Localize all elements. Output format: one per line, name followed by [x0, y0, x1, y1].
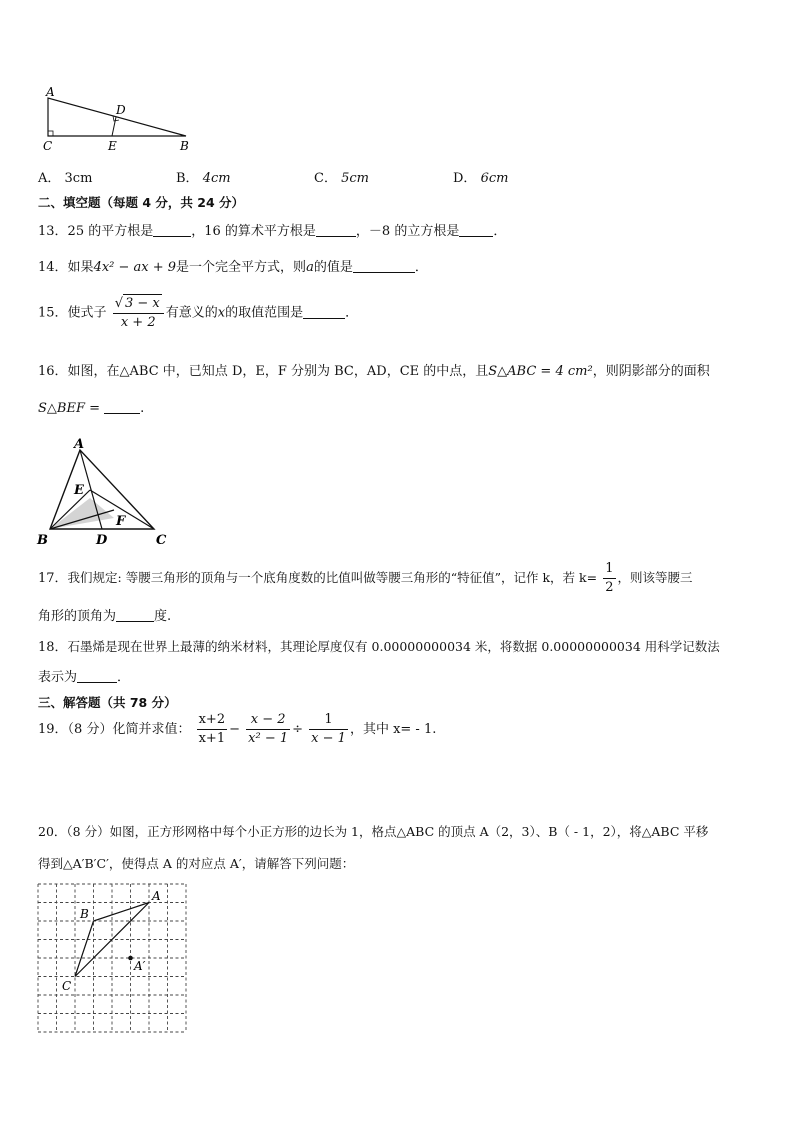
section-3-title: 三、解答题（共 78 分） [38, 695, 177, 710]
option-letter: B． [176, 171, 199, 186]
q15-number: 15． [38, 305, 68, 321]
q12-option-d [453, 167, 508, 186]
option-letter: A． [38, 171, 61, 186]
q17-number: 17． [38, 571, 68, 586]
option-letter: C． [314, 171, 337, 186]
q12-option-b [176, 167, 231, 186]
fig12-label-d: D [116, 103, 126, 117]
q17-blank[interactable] [116, 608, 154, 622]
q19-f2-numerator: x − 2 [246, 711, 290, 730]
q12-option-c [314, 167, 369, 186]
q13-blank-3[interactable] [459, 223, 493, 237]
q13-blank-2[interactable] [316, 223, 356, 237]
q16-given-area: S△ABC = 4 cm² [488, 364, 593, 379]
q12-option-a [38, 167, 92, 186]
q15-text: 有意义的 [165, 305, 218, 321]
q14-prefix: 如果 [67, 260, 94, 275]
figure-q12-triangle [40, 86, 200, 156]
figure-q16-triangle [34, 438, 174, 548]
q14-variable: a [306, 260, 314, 275]
q17-line2: 角形的顶角为 [38, 609, 117, 624]
fig12-label-e: E [108, 139, 117, 153]
q18-blank[interactable] [77, 669, 117, 683]
question-15 [38, 294, 358, 332]
q17-frac-numerator: 1 [603, 560, 615, 579]
q19-fraction-3 [309, 711, 348, 748]
fig12-label-a: A [46, 86, 55, 99]
q14-number: 14． [38, 260, 68, 275]
q19-number: 19．（8 分）化简并求值： [38, 722, 191, 737]
q17-frac-denominator: 2 [605, 580, 614, 595]
fig16-label-c: C [156, 533, 167, 548]
q19-f1-numerator: x+2 [197, 711, 228, 730]
q15-prefix: 使式子 [67, 305, 107, 321]
q17-text-2: ，则该等腰三 [617, 570, 693, 585]
option-letter: D． [453, 171, 477, 186]
question-14 [38, 256, 428, 275]
question-19 [38, 711, 436, 748]
question-13 [38, 220, 506, 239]
q14-expression: 4x² − ax + 9 [93, 260, 177, 275]
q15-numerator: 3 − x [125, 296, 160, 311]
fig20-label-a: A [152, 889, 161, 903]
q19-f1-denominator: x+1 [198, 731, 226, 746]
question-16 [38, 360, 710, 379]
q16-text-2: ，则阴影部分的面积 [592, 364, 710, 379]
fig20-label-a-prime: A′ [134, 959, 146, 973]
fig20-label-c: C [62, 979, 72, 993]
q16-number: 16． [38, 364, 68, 379]
question-16-line2 [38, 400, 144, 416]
q19-f3-numerator: 1 [309, 711, 348, 730]
q15-variable: x [217, 305, 226, 321]
fig16-label-f: F [116, 514, 126, 529]
q13-text-2: ，16 的算术平方根是 [191, 224, 316, 239]
q18-text: 石墨烯是现在世界上最薄的纳米材料，其理论厚度仅有 0.00000000034 米，将数据 0.00000000034 用科学记数法 [67, 639, 720, 654]
option-value: 5cm [341, 171, 369, 186]
q14-suffix: 的值是 [313, 260, 353, 275]
q15-suffix: 的取值范围是 [225, 305, 304, 321]
q13-number: 13． [38, 224, 68, 239]
question-17-line2 [38, 605, 171, 624]
fig16-label-d: D [96, 533, 108, 548]
q15-end: ． [345, 305, 359, 321]
q19-fraction-1 [197, 711, 228, 748]
q15-denominator: x + 2 [120, 315, 156, 330]
question-20-line1: 20．（8 分）如图，正方形网格中每个小正方形的边长为 1，格点△ABC 的顶点 A（2，3）、B（ - 1，2），将△ABC 平移 [38, 824, 709, 839]
fig16-label-b: B [37, 533, 48, 548]
q19-f2-denominator: x² − 1 [248, 731, 289, 746]
question-18 [38, 636, 720, 655]
section-2-title: 二、填空题（每题 4 分，共 24 分） [38, 195, 245, 210]
q16-asked-area: S△BEF = [38, 401, 100, 416]
option-value: 6cm [480, 171, 509, 186]
option-value: 3cm [64, 171, 93, 186]
fig20-label-b: B [80, 907, 89, 921]
q17-text: 我们规定: 等腰三角形的顶角与一个底角度数的比值叫做等腰三角形的“特征值”，记作 k，若 k= [67, 570, 598, 585]
q13-text-3: ，－8 的立方根是 [355, 224, 460, 239]
q14-text: 是一个完全平方式，则 [176, 260, 307, 275]
q18-number: 18． [38, 640, 68, 655]
q13-blank-1[interactable] [153, 223, 191, 237]
q16-text: 如图，在△ABC 中，已知点 D，E，F 分别为 BC，AD，CE 的中点，且 [67, 364, 489, 379]
fig16-label-e: E [74, 483, 84, 498]
option-value: 4cm [202, 171, 231, 186]
q17-unit: 度. [154, 609, 172, 624]
q19-operator-divide: ÷ [292, 722, 304, 737]
q18-line2: 表示为 [38, 670, 78, 685]
q14-end: ． [414, 260, 428, 275]
q16-blank[interactable] [104, 400, 140, 414]
q15-blank[interactable] [303, 305, 345, 319]
question-20-line2: 得到△A′B′C′，使得点 A 的对应点 A′，请解答下列问题： [38, 856, 355, 871]
question-17 [38, 560, 693, 597]
q15-fraction: $\frac{√ 3 - x}{x + 2}$ [113, 294, 164, 332]
q16-end: . [140, 401, 145, 416]
q17-fraction [603, 560, 615, 597]
fig12-label-b: B [180, 139, 189, 153]
q14-blank[interactable] [353, 259, 415, 273]
q19-f3-denominator: x − 1 [311, 731, 346, 746]
q19-operator-minus: − [229, 722, 240, 737]
q13-text-1: 25 的平方根是 [67, 224, 154, 239]
q18-end: ． [117, 670, 131, 685]
fig12-label-c: C [43, 139, 53, 153]
q19-fraction-2 [246, 711, 290, 748]
q13-end: ． [493, 224, 507, 239]
fig16-label-a: A [74, 438, 85, 452]
figure-q20-grid [36, 882, 192, 1034]
question-18-line2 [38, 666, 130, 685]
q19-tail: ，其中 x= - 1. [349, 722, 437, 737]
